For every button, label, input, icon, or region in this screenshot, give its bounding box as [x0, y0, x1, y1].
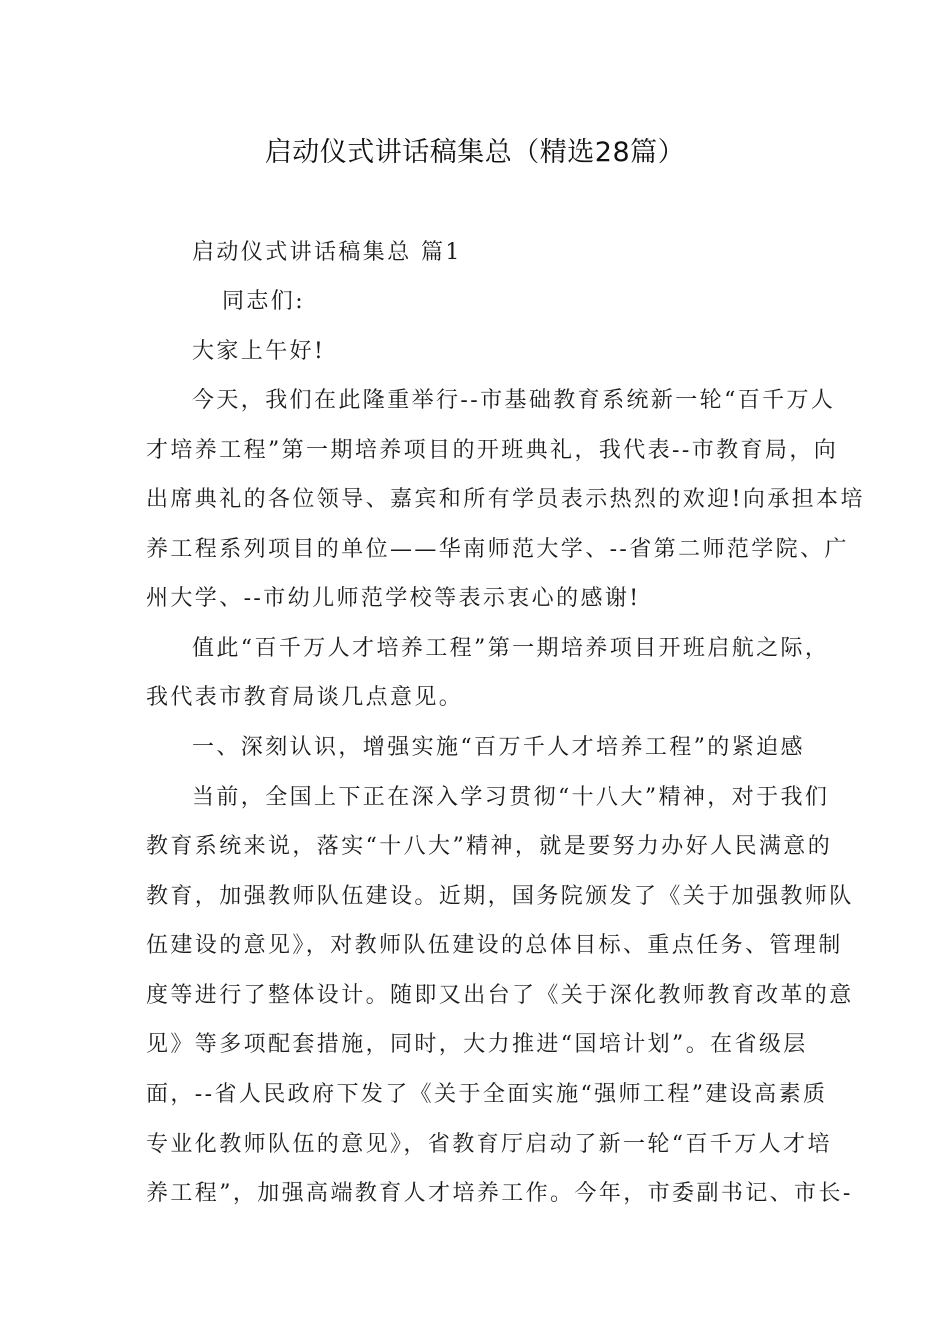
- paragraph-line: 教育系统来说，落实“十八大”精神，就是要努力办好人民满意的: [146, 834, 833, 859]
- paragraph-line: 度等进行了整体设计。随即又出台了《关于深化教师教育改革的意: [146, 983, 854, 1008]
- paragraph-line: 专业化教师队伍的意见》，省教育厅启动了新一轮“百千万人才培: [146, 1132, 832, 1157]
- paragraph-line: 州大学、--市幼儿师范学校等表示衷心的感谢!: [146, 586, 641, 611]
- paragraph-line: 出席典礼的各位领导、嘉宾和所有学员表示热烈的欢迎!向承担本培: [146, 487, 865, 512]
- paragraph-line: 今天，我们在此隆重举行--市基础教育系统新一轮“百千万人: [192, 388, 836, 413]
- paragraph-line: 才培养工程”第一期培养项目的开班典礼，我代表--市教育局，向: [146, 438, 839, 463]
- document-title: 启动仪式讲话稿集总（精选28篇）: [264, 137, 686, 168]
- paragraph-line: 教育，加强教师队伍建设。近期，国务院颁发了《关于加强教师队: [146, 884, 854, 909]
- section-heading: 启动仪式讲话稿集总 篇1: [192, 240, 462, 265]
- greeting: 大家上午好!: [192, 339, 326, 364]
- paragraph-line: 见》等多项配套措施，同时，大力推进“国培计划”。在省级层: [146, 1032, 808, 1057]
- paragraph-line: 养工程”，加强高端教育人才培养工作。今年，市委副书记、市长-: [146, 1181, 853, 1206]
- paragraph-line: 我代表市教育局谈几点意见。: [146, 685, 464, 710]
- paragraph-line: 伍建设的意见》，对教师队伍建设的总体目标、重点任务、管理制: [146, 933, 843, 958]
- paragraph-line: 面，--省人民政府下发了《关于全面实施“强师工程”建设高素质: [146, 1082, 828, 1107]
- paragraph-line: 养工程系列项目的单位——华南师范大学、--省第二师范学院、广: [146, 537, 849, 562]
- paragraph-line: 当前，全国上下正在深入学习贯彻“十八大”精神，对于我们: [192, 785, 830, 810]
- salutation: 同志们:: [222, 289, 306, 314]
- paragraph-line: 值此“百千万人才培养工程”第一期培养项目开班启航之际，: [192, 636, 830, 661]
- subsection-heading: 一、深刻认识，增强实施“百万千人才培养工程”的紧迫感: [192, 735, 805, 760]
